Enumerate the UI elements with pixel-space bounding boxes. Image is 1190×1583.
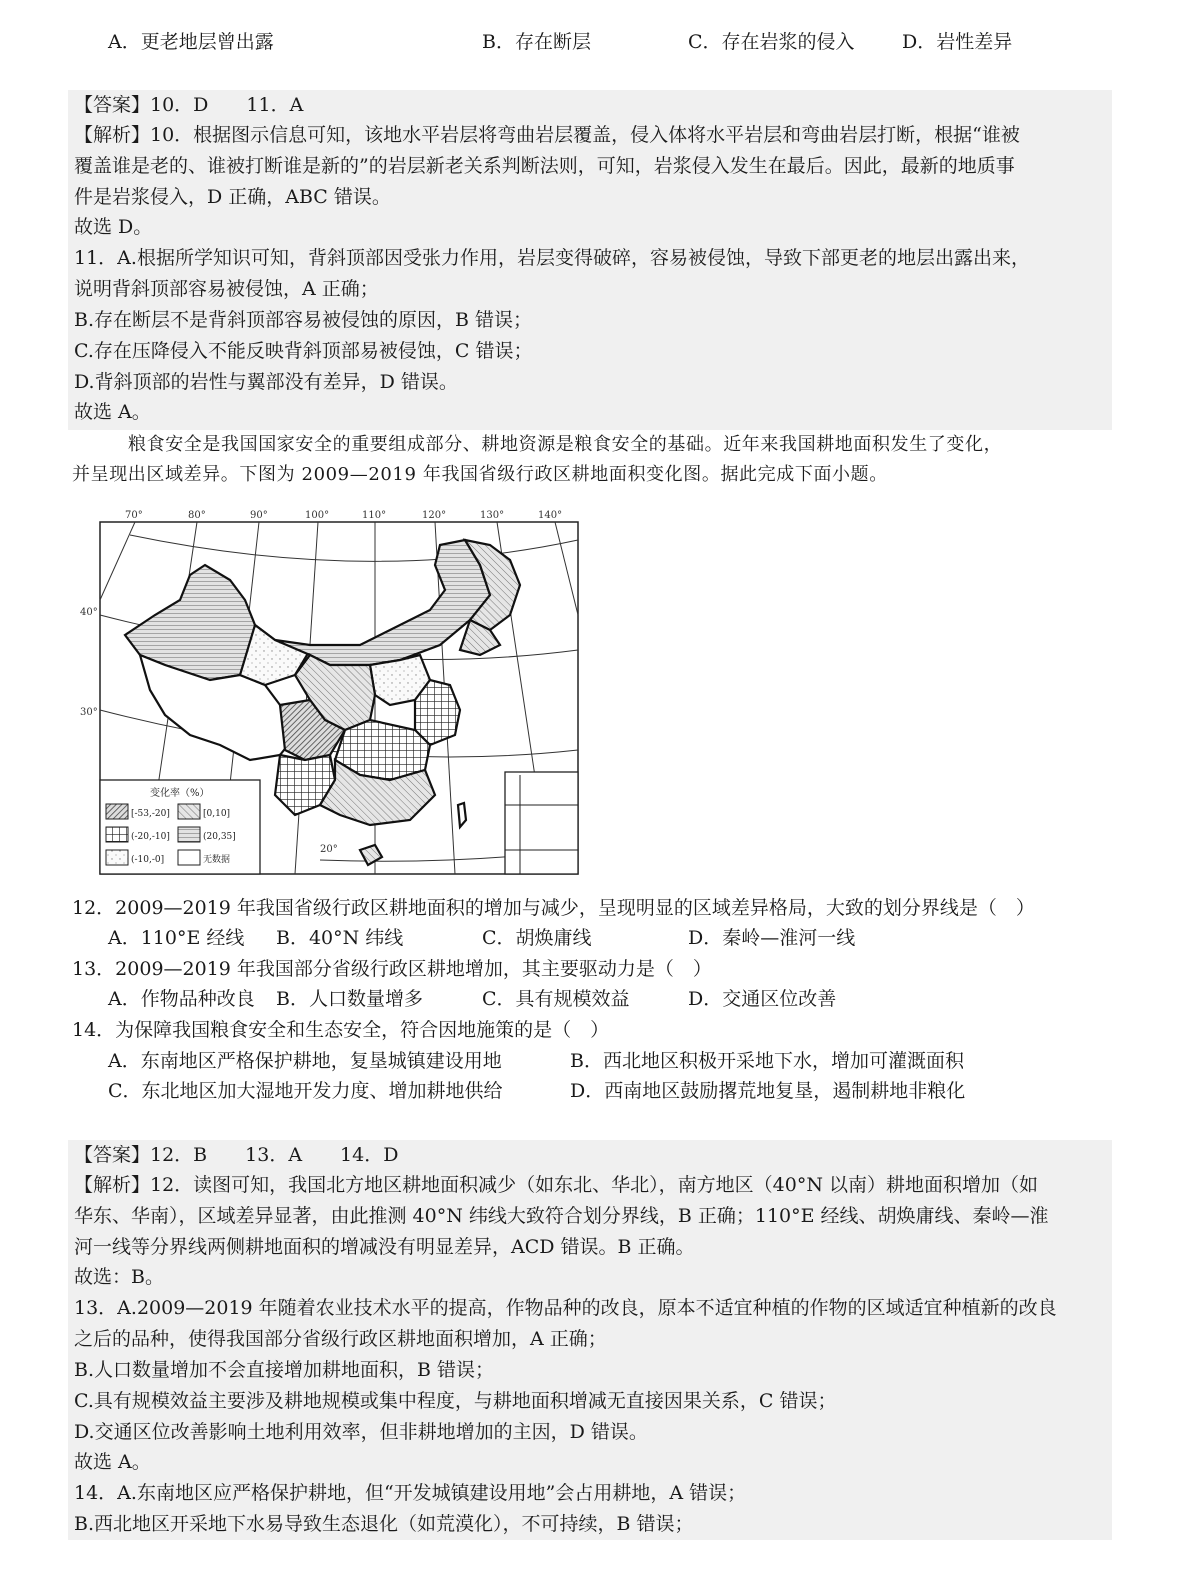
legend-label: [0,10] <box>203 809 231 819</box>
analysis-line: 故选 D。 <box>74 216 153 238</box>
analysis-line: 故选 A。 <box>74 1451 151 1473</box>
option-c: C．胡焕庸线 <box>482 927 592 949</box>
legend-swatch <box>106 850 128 865</box>
analysis-line: 故选 A。 <box>74 401 151 423</box>
analysis-line: 【解析】10．根据图示信息可知，该地水平岩层将弯曲岩层覆盖，侵入体将水平岩层和弯曲岩层打断，根据“谁被 <box>74 124 1020 146</box>
analysis-line: D.交通区位改善影响土地利用效率，但非耕地增加的主因，D 错误。 <box>74 1421 648 1443</box>
analysis-line: 11．A.根据所学知识可知，背斜顶部因受张力作用，岩层变得破碎，容易被侵蚀，导致下部更老的地层出露出来， <box>74 247 1030 269</box>
answer-block-1 <box>68 90 1112 430</box>
option-c: C．东北地区加大湿地开发力度、增加耕地供给 <box>108 1080 503 1102</box>
analysis-line: 河一线等分界线两侧耕地面积的增减没有明显差异，ACD 错误。B 正确。 <box>74 1236 695 1258</box>
lon-label: 80° <box>188 510 206 521</box>
legend-title: 变化率（%） <box>150 788 210 799</box>
option-b: B．西北地区积极开采地下水，增加可灌溉面积 <box>570 1050 964 1072</box>
analysis-line: C.具有规模效益主要涉及耕地规模或集中程度，与耕地面积增减无直接因果关系，C 错误； <box>74 1390 837 1412</box>
legend-swatch <box>178 850 200 865</box>
legend-swatch <box>178 827 200 842</box>
option-a: A．更老地层曾出露 <box>108 31 274 53</box>
lon-label: 120° <box>422 510 447 521</box>
analysis-line: 【解析】12．读图可知，我国北方地区耕地面积减少（如东北、华北），南方地区（40°N 以南）耕地面积增加（如 <box>74 1174 1039 1196</box>
analysis-line: 覆盖谁是老的、谁被打断谁是新的”的岩层新老关系判断法则，可知，岩浆侵入发生在最后。因此，最新的地质事 <box>74 155 1015 177</box>
legend-swatch <box>106 827 128 842</box>
analysis-line: C.存在压降侵入不能反映背斜顶部易被侵蚀，C 错误； <box>74 340 533 362</box>
legend-swatch <box>106 804 128 819</box>
lon-label: 70° <box>125 510 143 521</box>
south-china-sea-inset <box>505 772 578 874</box>
option-a: A．110°E 经线 <box>108 927 245 949</box>
answer-line: 【答案】10．D 11．A <box>74 94 304 116</box>
legend-label: (-20,-10] <box>131 832 170 842</box>
analysis-line: 故选：B。 <box>74 1266 164 1288</box>
lon-label: 90° <box>250 510 268 521</box>
analysis-line: 华东、华南），区域差异显著，由此推测 40°N 纬线大致符合划分界线，B 正确；110°E 经线、胡焕庸线、秦岭—淮 <box>74 1205 1049 1227</box>
option-a: A．作物品种改良 <box>108 988 255 1010</box>
lat-label: 30° <box>80 707 98 718</box>
question-12-stem: 12．2009—2019 年我国省级行政区耕地面积的增加与减少，呈现明显的区域差异格局，大致的划分界线是（ ） <box>72 897 1035 919</box>
option-b: B．存在断层 <box>482 31 591 53</box>
question-13-stem: 13．2009—2019 年我国部分省级行政区耕地增加，其主要驱动力是（ ） <box>72 958 712 980</box>
analysis-line: B.西北地区开采地下水易导致生态退化（如荒漠化），不可持续，B 错误； <box>74 1513 694 1535</box>
option-c: C．具有规模效益 <box>482 988 630 1010</box>
analysis-line: 14．A.东南地区应严格保护耕地，但“开发城镇建设用地”会占用耕地，A 错误； <box>74 1482 747 1504</box>
answer-block-2 <box>68 1140 1112 1540</box>
option-c: C．存在岩浆的侵入 <box>688 31 855 53</box>
intro-line-2: 并呈现出区域差异。下图为 2009—2019 年我国省级行政区耕地面积变化图。据此完成下面小题。 <box>72 464 888 485</box>
longitude-labels <box>125 510 562 521</box>
analysis-line: 件是岩浆侵入，D 正确，ABC 错误。 <box>74 186 391 208</box>
option-d: D．岩性差异 <box>902 31 1013 53</box>
map-svg <box>70 505 582 877</box>
china-farmland-change-map <box>70 505 582 877</box>
legend-label: (20,35] <box>203 832 236 842</box>
analysis-line: D.背斜顶部的岩性与翼部没有差异，D 错误。 <box>74 371 458 393</box>
lon-label: 110° <box>362 510 387 521</box>
lat-label: 40° <box>80 607 98 618</box>
question-14-stem: 14．为保障我国粮食安全和生态安全，符合因地施策的是（ ） <box>72 1019 610 1041</box>
legend-label: 无数据 <box>203 855 231 865</box>
analysis-line: 之后的品种，使得我国部分省级行政区耕地面积增加，A 正确； <box>74 1328 607 1350</box>
lon-label: 130° <box>480 510 505 521</box>
answer-line: 【答案】12．B 13．A 14．D <box>74 1144 399 1166</box>
option-a: A．东南地区严格保护耕地，复垦城镇建设用地 <box>108 1050 502 1072</box>
legend-label: [-53,-20] <box>131 809 170 819</box>
analysis-line: 说明背斜顶部容易被侵蚀，A 正确； <box>74 278 379 300</box>
map-legend <box>100 780 260 874</box>
option-d: D．交通区位改善 <box>688 988 837 1010</box>
analysis-line: B.人口数量增加不会直接增加耕地面积，B 错误； <box>74 1359 495 1381</box>
lat-label: 20° <box>320 844 338 855</box>
analysis-line: 13．A.2009—2019 年随着农业技术水平的提高，作物品种的改良，原本不适宜种植的作物的区域适宜种植新的改良 <box>74 1297 1057 1319</box>
option-b: B．40°N 纬线 <box>276 927 404 949</box>
analysis-line: B.存在断层不是背斜顶部容易被侵蚀的原因，B 错误； <box>74 309 533 331</box>
option-b: B．人口数量增多 <box>276 988 423 1010</box>
lon-label: 140° <box>538 510 563 521</box>
intro-line-1: 粮食安全是我国国家安全的重要组成部分、耕地资源是粮食安全的基础。近年来我国耕地面积发生了变化， <box>128 434 1003 455</box>
option-d: D．秦岭—淮河一线 <box>688 927 856 949</box>
option-d: D．西南地区鼓励撂荒地复垦，遏制耕地非粮化 <box>570 1080 966 1102</box>
legend-swatch <box>178 804 200 819</box>
lon-label: 100° <box>305 510 330 521</box>
legend-label: (-10,-0] <box>131 855 165 865</box>
